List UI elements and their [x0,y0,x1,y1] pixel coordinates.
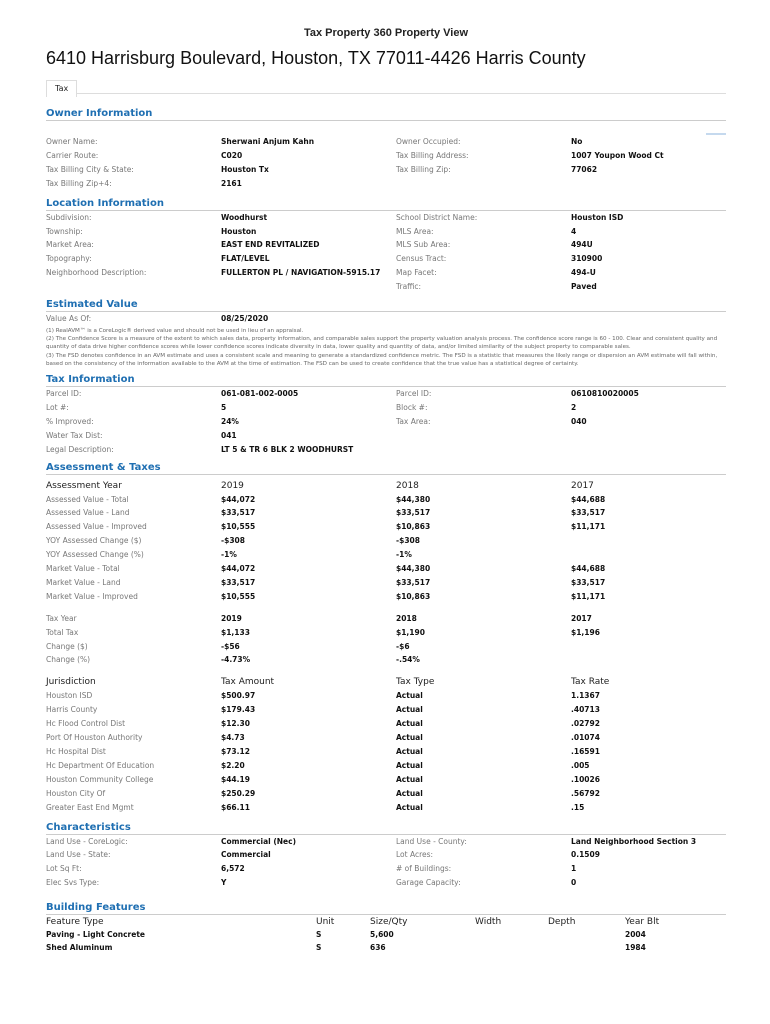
field-label: Tax Billing Address: [396,150,469,160]
traffic-value: Paved [571,282,597,292]
building-section-title: Building Features [46,901,726,915]
field-value: 310900 [571,254,603,264]
column-header: Tax Rate [571,677,610,688]
row-label: Market Value - Land [46,577,121,587]
data-row [46,177,726,191]
assessment-rows [46,493,726,604]
table-row [46,731,726,745]
cell-value: .005 [571,760,590,770]
row-label: Houston Community College [46,774,154,784]
value-as-of-row [46,312,726,326]
field-label [396,443,571,457]
cell-value: 2004 [625,930,646,940]
location-rows [46,211,726,267]
cell-value: -1% [221,550,237,560]
map-facet-label: Map Facet: [396,268,437,278]
cell-value: .15 [571,802,585,812]
cell-value: $44,688 [571,494,606,504]
column-header: Unit [316,917,335,928]
field-label: Topography: [46,254,92,264]
cell-value: .01074 [571,733,600,743]
cell-value: S [316,942,322,952]
cell-value: $1,190 [396,627,425,637]
cell-value: Actual [396,705,423,715]
map-traffic-values [571,266,726,294]
tab-bar [46,76,726,94]
table-row [46,562,726,576]
field-label: # of Buildings: [396,864,452,874]
field-label: Tax Billing Zip+4: [46,178,112,188]
cell-value: -$308 [396,536,420,546]
cell-value: $179.43 [221,705,256,715]
column-header: Width [475,917,502,928]
map-traffic-labels [396,266,571,294]
field-value [571,177,726,191]
column-header: Jurisdiction [46,677,96,688]
field-label: Garage Capacity: [396,878,461,888]
field-label: Block #: [396,402,428,412]
field-value: Houston Tx [221,164,269,174]
field-value: 494U [571,240,593,250]
field-value: LT 5 & TR 6 BLK 2 WOODHURST [221,444,354,454]
field-value: 2 [571,402,577,412]
field-value: 0.1509 [571,850,600,860]
field-value: Woodhurst [221,212,268,222]
cell-value: -$6 [396,641,410,651]
cell-value: 636 [370,942,386,952]
table-row [46,773,726,787]
field-value: 24% [221,416,239,426]
cell-value: $10,863 [396,591,431,601]
field-label: Tax Billing Zip: [396,164,451,174]
characteristics-rows [46,835,726,891]
cell-value: -$56 [221,641,240,651]
cell-value: $44,380 [396,494,431,504]
cell-value: $12.30 [221,719,250,729]
cell-value: Actual [396,747,423,757]
neighborhood-label: Neighborhood Description: [46,268,147,278]
field-value: 4 [571,226,577,236]
cell-value: 5,600 [370,930,394,940]
map-facet-value: 494-U [571,268,596,278]
cell-value: $73.12 [221,747,250,757]
cell-value: -1% [396,550,412,560]
row-label: Change (%) [46,655,91,665]
table-row [46,640,726,654]
row-label: Assessed Value - Land [46,508,130,518]
field-label: % Improved: [46,416,94,426]
estimated-section-title: Estimated Value [46,298,726,312]
field-value: Houston [221,226,257,236]
cell-value: Actual [396,788,423,798]
property-report [46,0,726,954]
cell-value: $1,133 [221,627,250,637]
cell-value [548,929,625,942]
field-label: Census Tract: [396,254,447,264]
field-value: Commercial (Nec) [221,836,296,846]
field-value: EAST END REVITALIZED [221,240,320,250]
building-rows [46,929,726,954]
jurisdiction-rows [46,689,726,814]
tax-year-rows [46,612,726,668]
value-as-of-label: Value As Of: [46,314,92,324]
table-row [46,942,726,955]
field-label: MLS Sub Area: [396,240,451,250]
row-label: Hc Hospital Dist [46,747,106,757]
field-label: Land Use - County: [396,836,467,846]
data-row [46,848,726,862]
avm-notes [46,327,726,368]
cell-value [571,640,726,654]
cell-value: $44,688 [571,564,606,574]
field-value: No [571,137,583,146]
field-label: Parcel ID: [396,388,432,398]
data-row [46,211,726,225]
cell-value: $500.97 [221,691,256,701]
neighborhood-row [46,266,726,294]
field-value [571,429,726,443]
cell-value: .02792 [571,719,600,729]
field-label: Lot Sq Ft: [46,864,82,874]
field-label: Subdivision: [46,212,92,222]
field-value: Y [221,878,227,888]
cell-value: Paving - Light Concrete [46,930,146,940]
column-header: Tax Amount [221,677,275,688]
cell-value: .56792 [571,788,600,798]
row-label: Harris County [46,705,98,715]
cell-value: $11,171 [571,591,606,601]
cell-value: $33,517 [396,577,431,587]
table-row [46,703,726,717]
data-row [46,149,726,163]
avm-note-2: (2) The Confidence Score is a measure of the extent to which sales data, property information, and comparable sales support the property valuation analysis process. The confidence score range is 60 - 100. Clear and consistent quality and quantity of data drive higher confidence scores while lower confidence scores indicate diversity in data, lower quality and quantity of data, and/or limited similarity of the subject property to comparable sales. [46,336,718,351]
row-label: Houston City Of [46,788,106,798]
cell-value: .10026 [571,774,600,784]
column-header: Depth [548,917,576,928]
cell-value [475,929,548,942]
field-label: Market Area: [46,240,94,250]
cell-value: $10,863 [396,522,431,532]
cell-value: S [316,930,322,940]
value-as-of-value: 08/25/2020 [221,314,269,324]
data-row [46,835,726,849]
cell-value: $1,196 [571,627,600,637]
data-row [46,443,726,457]
cell-value: 2017 [571,613,592,623]
report-title: Tax Property 360 Property View [303,27,469,39]
field-value: 0610810020005 [571,388,639,398]
field-value: 77062 [571,164,598,174]
field-value: FLAT/LEVEL [221,254,270,264]
table-row [46,590,726,604]
table-row [46,493,726,507]
field-label: Township: [46,226,83,236]
field-value: 041 [221,430,237,440]
cell-value [571,534,726,548]
data-row [46,252,726,266]
data-row [46,401,726,415]
data-row [46,429,726,443]
column-header: 2018 [396,480,419,491]
table-row [46,626,726,640]
cell-value: 1.1367 [571,691,600,701]
cell-value: $10,555 [221,591,256,601]
field-label [396,429,571,443]
cell-value: $33,517 [571,508,606,518]
cell-value: $33,517 [221,577,256,587]
table-row [46,520,726,534]
cell-value: $44,072 [221,564,256,574]
column-header: Assessment Year [46,480,122,491]
tab-tax[interactable]: Tax [46,80,77,97]
field-value: Land Neighborhood Section 3 [571,836,697,846]
cell-value: Actual [396,760,423,770]
field-value: 061-081-002-0005 [221,388,299,398]
cell-value: -$308 [221,536,245,546]
column-header: 2017 [571,480,594,491]
cell-value: Actual [396,733,423,743]
field-label: Carrier Route: [46,150,99,160]
cell-value: Actual [396,774,423,784]
cell-value: Shed Aluminum [46,942,113,952]
table-row [46,929,726,942]
field-label [396,177,571,191]
cell-value: 1984 [625,942,646,952]
cell-value: $66.11 [221,802,250,812]
assessment-section-title: Assessment & Taxes [46,461,726,475]
assessment-header [46,479,726,493]
column-header: Year Blt [625,917,660,928]
data-row [46,163,726,177]
cell-value [571,653,726,667]
table-row [46,576,726,590]
cell-value: $10,555 [221,522,256,532]
cell-value: $44,380 [396,564,431,574]
cell-value: $2.20 [221,760,245,770]
avm-note-3: (3) The FSD denotes confidence in an AVM estimate and uses a consistent scale and meaning to generate a standardized confidence metric. The FSD is a statistic that measures the likely range or dispersion an AVM estimate will fall within, based on the consistency of the information available to the AVM at the time of estimation. The FSD can be used to create confidence that the true value has a statistical degree of certainty. [46,352,718,367]
avm-note-1: (1) RealAVM™ is a CoreLogic® derived value and should not be used in lieu of an appraisal. [46,327,304,334]
field-label: Tax Area: [396,416,431,426]
field-label: Tax Billing City & State: [46,164,134,174]
building-header [46,915,726,929]
location-section-title: Location Information [46,197,726,211]
jurisdiction-header [46,675,726,689]
row-label: Total Tax [46,627,79,637]
column-header: Tax Type [396,677,435,688]
field-value: 0 [571,878,577,888]
traffic-label: Traffic: [396,282,422,292]
cell-value: 2018 [396,613,417,623]
data-row [46,387,726,401]
field-value [571,443,726,457]
row-label: Hc Flood Control Dist [46,719,126,729]
field-label: Lot #: [46,402,69,412]
table-row [46,801,726,815]
table-row [46,506,726,520]
row-label: Assessed Value - Total [46,494,129,504]
cell-value: Actual [396,802,423,812]
data-row [46,238,726,252]
row-label: Tax Year [46,613,77,623]
field-label: Land Use - State: [46,850,111,860]
field-label: School District Name: [396,212,478,222]
row-label: Port Of Houston Authority [46,733,143,743]
cell-value: -4.73% [221,655,251,665]
table-row [46,745,726,759]
field-value: Sherwani Anjum Kahn [221,137,315,146]
cell-value: $4.73 [221,733,245,743]
data-row [46,225,726,239]
data-row [46,876,726,890]
cell-value: $33,517 [396,508,431,518]
cell-value: $33,517 [571,577,606,587]
field-value: C020 [221,150,243,160]
field-label: Owner Name: [46,137,98,146]
cell-value: $33,517 [221,508,256,518]
column-header: Feature Type [46,917,104,928]
cell-value [475,942,548,955]
table-row [46,534,726,548]
field-value: 5 [221,402,227,412]
characteristics-section-title: Characteristics [46,821,726,835]
data-row [46,135,726,149]
field-value: Houston ISD [571,212,624,222]
tax-info-section-title: Tax Information [46,373,726,387]
field-value: 1 [571,864,577,874]
cell-value: .40713 [571,705,600,715]
table-row [46,689,726,703]
row-label: Market Value - Improved [46,591,138,601]
row-label: Hc Department Of Education [46,760,155,770]
owner-section-title: Owner Information [46,107,726,121]
field-value: 040 [571,416,587,426]
field-value: Commercial [221,850,271,860]
owner-rows [46,135,726,191]
field-label: Water Tax Dist: [46,430,103,440]
table-row [46,759,726,773]
field-label: Owner Occupied: [396,137,461,146]
row-label: YOY Assessed Change (%) [46,550,144,560]
row-label: Greater East End Mgmt [46,802,134,812]
row-label: Change ($) [46,641,88,651]
data-row [46,415,726,429]
column-header: Size/Qty [370,917,408,928]
table-row [46,787,726,801]
cell-value: $11,171 [571,522,606,532]
property-address: 6410 Harrisburg Boulevard, Houston, TX 77011-4426 Harris County [46,48,586,68]
cell-value: .16591 [571,747,600,757]
data-row [46,862,726,876]
cell-value: $44,072 [221,494,256,504]
column-header: 2019 [221,480,244,491]
cell-value: $250.29 [221,788,256,798]
row-label: Houston ISD [46,691,93,701]
cell-value [548,942,625,955]
table-row [46,653,726,667]
cell-value: 2019 [221,613,242,623]
field-value: 1007 Youpon Wood Ct [571,150,664,160]
cell-value [571,548,726,562]
row-label: Market Value - Total [46,564,120,574]
table-row [46,548,726,562]
row-label: YOY Assessed Change ($) [46,536,142,546]
row-label: Assessed Value - Improved [46,522,147,532]
field-label: Legal Description: [46,444,114,454]
field-label: Elec Svs Type: [46,878,100,888]
cell-value: Actual [396,719,423,729]
field-value: 2161 [221,178,242,188]
cell-value: -.54% [396,655,420,665]
field-label: Lot Acres: [396,850,434,860]
field-label: MLS Area: [396,226,434,236]
neighborhood-value: FULLERTON PL / NAVIGATION-5915.17 [221,268,381,278]
field-label: Parcel ID: [46,388,82,398]
table-row [46,612,726,626]
table-row [46,717,726,731]
tax-info-rows [46,387,726,457]
cell-value: Actual [396,691,423,701]
cell-value: $44.19 [221,774,250,784]
field-label: Land Use - CoreLogic: [46,836,128,846]
field-value: 6,572 [221,864,245,874]
